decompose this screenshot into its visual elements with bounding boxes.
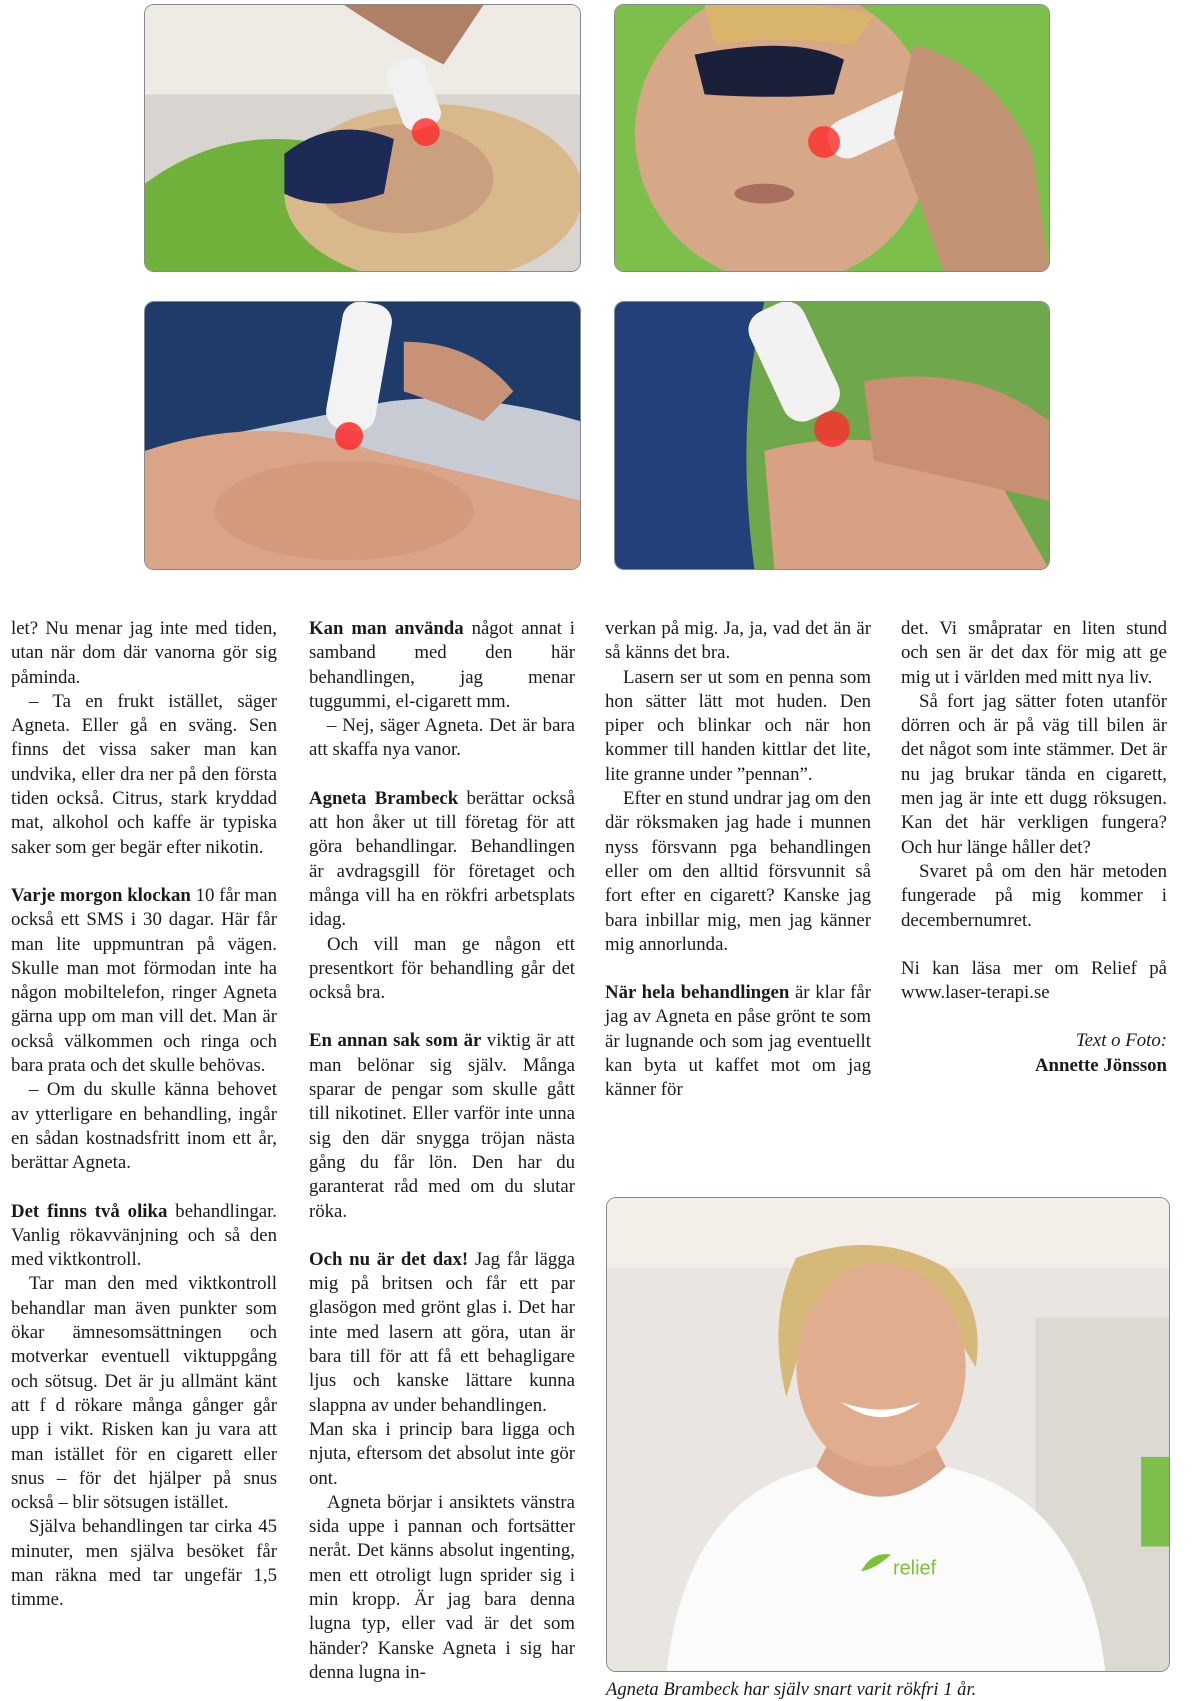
paragraph: – Nej, säger Agneta. Det är bara att skaffa nya vanor. xyxy=(309,715,575,761)
paragraph-text: viktig är att man belönar sig själv. Många sparar de pengar som skulle gått till nikotinet. Eller varför inte unna sig den där snygga tröjan nästa gång du får lön. Den har du garanterat råd med om du slutar röka. xyxy=(309,1030,575,1222)
paragraph: Tar man den med viktkontroll behandlar man även punkter som ökar ämnesomsättningen och motverkar eventuell viktuppgång och sötsug. Det är ju allmänt känt att f d rökare många gånger går upp i vikt. Risken kan ju vara att man istället för en cigarett eller snus – för det hjälper på snus också – blir sötsugen istället. xyxy=(11,1273,277,1514)
paragraph-text: Jag får lägga mig på britsen och får ett par glasögon med grönt glas i. Det har inte med lasern att göra, utan är bara till för att få ett behagligare ljus och kanske lättare kunna slappna av under behandlingen. xyxy=(309,1248,576,1416)
paragraph-text: berättar också att hon åker ut till företag för att göra behandlingar. Behandlingen är avdragsgill för företaget och många vill ha en rökfri arbetsplats idag. xyxy=(309,787,575,931)
paragraph xyxy=(309,1029,575,1223)
credit-name: Annette Jönsson xyxy=(1034,1054,1167,1076)
lead-in: Kan man använda xyxy=(309,618,464,639)
shirt-logo-text: relief xyxy=(892,1557,937,1580)
paragraph xyxy=(309,787,575,933)
lead-in: När hela behandlingen xyxy=(605,982,790,1004)
photo-credit xyxy=(901,1029,1167,1078)
lead-in: Det finns två olika xyxy=(11,1200,168,1222)
paragraph: Och vill man ge någon ett presentkort för behandling går det också bra. xyxy=(309,933,575,1004)
paragraph: Efter en stund undrar jag om den där röksmaken jag hade i munnen nyss försvann pga behandlingen eller om den alltid försvunnit så fort efter en cigarett? Kanske jag bara inbillar mig, men jag känner mig annorlunda. xyxy=(605,788,871,955)
photo-caption: Agneta Brambeck har själv snart varit rökfri 1 år. xyxy=(606,1679,977,1700)
paragraph: Själva behandlingen tar cirka 45 minuter, men själva besöket får man räkna med tar ungefär 1,5 timme. xyxy=(11,1516,277,1611)
text-column-3 xyxy=(605,617,871,1103)
paragraph xyxy=(11,1200,277,1273)
lead-in: Och nu är det dax! xyxy=(309,1248,469,1270)
laser-cheek-treatment-photo xyxy=(614,4,1050,272)
paragraph: verkan på mig. Ja, ja, vad det än är så känns det bra. xyxy=(605,618,871,664)
paragraph: let? Nu menar jag inte med tiden, utan när dom där vanorna gör sig påminda. xyxy=(11,618,277,688)
paragraph: det. Vi småpratar en liten stund och sen är det dax för mig att ge mig ut i världen med mitt nya liv. xyxy=(901,618,1167,688)
paragraph xyxy=(309,617,575,714)
woman-portrait-photo xyxy=(606,1197,1170,1672)
laser-wrist-treatment-photo xyxy=(144,301,581,570)
paragraph: – Ta en frukt istället, säger Agneta. Eller gå en sväng. Sen finns det vissa saker man kan undvika, eller dra ner på den första tiden också. Citrus, stark kryddad mat, alkohol och kaffe är typiska saker som ger begär efter nikotin. xyxy=(11,690,277,858)
paragraph xyxy=(309,1248,575,1418)
paragraph: Man ska i princip bara ligga och njuta, eftersom det absolut inte gör ont. xyxy=(309,1418,575,1489)
paragraph: Agneta börjar i ansiktets vänstra sida uppe i pannan och fortsätter neråt. Det känns absolut ingenting, men ett otroligt lugn sprider sig i min kropp. Är jag bara denna lugna typ, eller vad är det som händer? Kanske Agneta i sig har denna lugna in- xyxy=(309,1491,575,1683)
paragraph: Lasern ser ut som en penna som hon sätter lätt mot huden. Den piper och blinkar och när hon kommer till handen kittlar det lite, lite granne under ”pennan”. xyxy=(605,666,871,785)
paragraph-text: behandlingar. Vanlig rökavvänjning och så den med viktkontroll. xyxy=(11,1200,278,1271)
laser-face-treatment-photo xyxy=(144,4,581,272)
credit-label: Text o Foto: xyxy=(1075,1030,1167,1052)
lead-in: Varje morgon klockan xyxy=(11,884,191,906)
paragraph-text: är klar får jag av Agneta en påse grönt te som är lugnande och som jag eventuellt kan byta ut kaffet mot om jag känner för xyxy=(605,982,871,1101)
paragraph: – Om du skulle känna behovet av ytterligare en behandling, ingår en sådan kostnadsfritt inom ett år, berättar Agneta. xyxy=(11,1079,277,1174)
paragraph: Svaret på om den här metoden fungerade på mig kommer i decembernumret. xyxy=(901,860,1167,931)
paragraph: Ni kan läsa mer om Relief på www.laser-terapi.se xyxy=(901,957,1167,1004)
text-column-4 xyxy=(901,617,1167,1078)
lead-in: Agneta Brambeck xyxy=(309,787,459,809)
paragraph: Så fort jag sätter foten utanför dörren och är på väg till bilen är det något som inte stämmer. Det är nu jag brukar tända en cigarett, men jag är inte ett dugg röksugen. Kan det här verkligen fungera? Och hur länge håller det? xyxy=(901,690,1167,858)
laser-wrist-closeup-photo xyxy=(614,301,1050,570)
paragraph-text: något annat i samband med den här behandlingen, jag menar tuggummi, el-cigarett mm. xyxy=(309,618,576,712)
paragraph xyxy=(11,884,277,1078)
paragraph-text: 10 får man också ett SMS i 30 dagar. Här får man lite uppmuntran på vägen. Skulle man mot förmodan inte ha någon mobiltelefon, ringer Agneta gärna upp om man vill det. Man är också välkommen och ringa och bara prata och det skulle behövas. xyxy=(11,884,277,1077)
paragraph xyxy=(605,981,871,1102)
text-column-2 xyxy=(309,617,575,1685)
text-column-1 xyxy=(11,617,277,1613)
lead-in: En annan sak som är xyxy=(309,1030,482,1052)
